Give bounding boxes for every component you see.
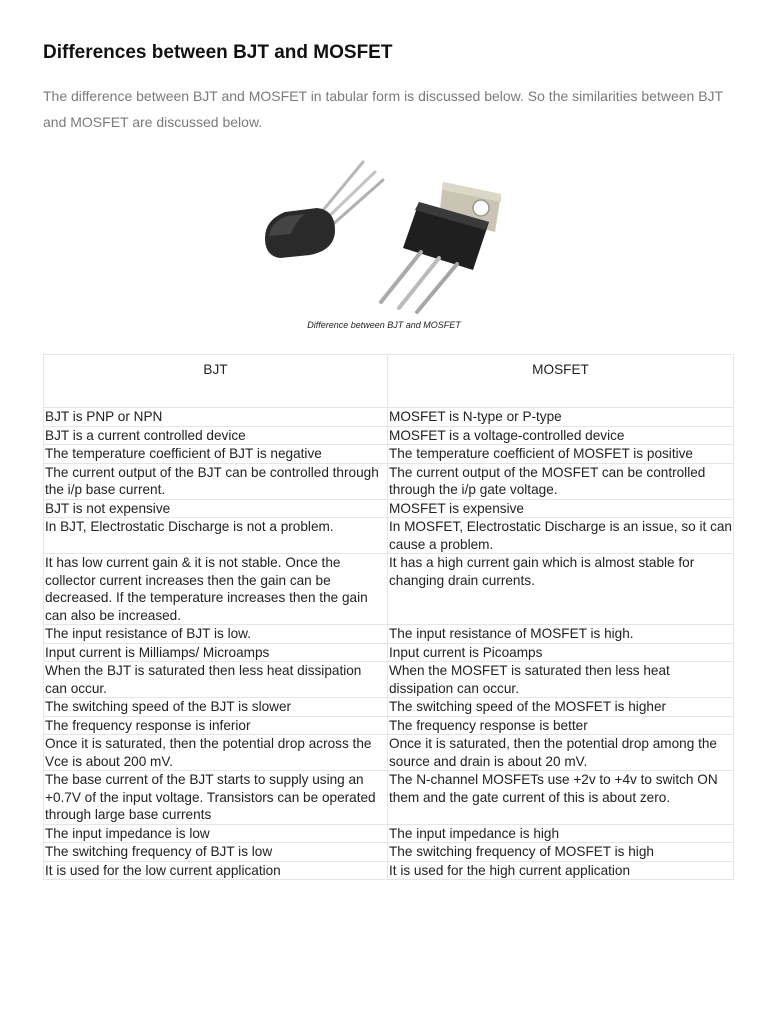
figure-caption: Difference between BJT and MOSFET — [307, 320, 461, 330]
table-row — [44, 499, 734, 518]
bjt-cell: The temperature coefficient of BJT is negative — [44, 445, 388, 464]
table-body — [44, 408, 734, 880]
bjt-cell: BJT is PNP or NPN — [44, 408, 388, 427]
mosfet-cell: Once it is saturated, then the potential drop among the source and drain is about 20 mV. — [388, 735, 734, 771]
bjt-cell: The input impedance is low — [44, 824, 388, 843]
table-row — [44, 554, 734, 625]
header-bjt: BJT — [44, 355, 388, 408]
table-row — [44, 518, 734, 554]
table-row — [44, 861, 734, 880]
table-row — [44, 463, 734, 499]
table-row — [44, 716, 734, 735]
bjt-cell: In BJT, Electrostatic Discharge is not a problem. — [44, 518, 388, 554]
table-row — [44, 698, 734, 717]
table-header-row — [44, 355, 734, 408]
bjt-cell: BJT is not expensive — [44, 499, 388, 518]
mosfet-cell: In MOSFET, Electrostatic Discharge is an issue, so it can cause a problem. — [389, 519, 732, 552]
bjt-cell: The frequency response is inferior — [44, 716, 388, 735]
bjt-cell: When the BJT is saturated then less heat dissipation can occur. — [44, 662, 388, 698]
mosfet-cell: It has a high current gain which is almost stable for changing drain currents. — [388, 554, 734, 625]
table-row — [44, 445, 734, 464]
mosfet-cell: MOSFET is expensive — [388, 499, 734, 518]
table-row — [44, 735, 734, 771]
table-row — [44, 824, 734, 843]
mosfet-cell: MOSFET is N-type or P-type — [388, 408, 734, 427]
comparison-table — [43, 354, 734, 880]
mosfet-cell: The switching speed of the MOSFET is higher — [388, 698, 734, 717]
table-row — [44, 643, 734, 662]
table-row — [44, 408, 734, 427]
mosfet-cell: It is used for the high current application — [388, 861, 734, 880]
bjt-cell: The input resistance of BJT is low. — [44, 625, 388, 644]
bjt-cell: BJT is a current controlled device — [44, 426, 388, 445]
bjt-cell: The switching speed of the BJT is slower — [44, 698, 388, 717]
table-row — [44, 426, 734, 445]
mosfet-cell: The current output of the MOSFET can be controlled through the i/p gate voltage. — [388, 463, 734, 499]
page-title: Differences between BJT and MOSFET — [43, 42, 393, 63]
table-row — [44, 662, 734, 698]
mosfet-cell: Input current is Picoamps — [388, 643, 734, 662]
mosfet-cell: The N-channel MOSFETs use +2v to +4v to switch ON them and the gate current of this is about zero. — [388, 771, 734, 825]
bjt-cell: The switching frequency of BJT is low — [44, 843, 388, 862]
bjt-cell: Once it is saturated, then the potential drop across the Vce is about 200 mV. — [44, 735, 388, 771]
mosfet-cell: The input resistance of MOSFET is high. — [388, 625, 734, 644]
bjt-transistor-image — [265, 162, 383, 258]
table-row — [44, 843, 734, 862]
bjt-cell: The base current of the BJT starts to supply using an +0.7V of the input voltage. Transistors can be operated through large base currents — [44, 771, 388, 825]
mosfet-cell: The frequency response is better — [388, 716, 734, 735]
intro-paragraph: The difference between BJT and MOSFET in tabular form is discussed below. So the similarities between BJT and MOSFET are discussed below. — [43, 88, 723, 130]
mosfet-cell: The temperature coefficient of MOSFET is positive — [388, 445, 734, 464]
header-mosfet: MOSFET — [388, 355, 734, 408]
mosfet-cell: The switching frequency of MOSFET is high — [388, 843, 734, 862]
transistor-photo — [255, 150, 513, 315]
mosfet-cell: The input impedance is high — [388, 824, 734, 843]
bjt-cell: The current output of the BJT can be controlled through the i/p base current. — [44, 463, 388, 499]
mosfet-cell: MOSFET is a voltage-controlled device — [388, 426, 734, 445]
bjt-cell: Input current is Milliamps/ Microamps — [44, 643, 388, 662]
bjt-cell: It has low current gain & it is not stable. Once the collector current increases then the gain can be decreased. If the temperature increases then the gain can also be increased. — [44, 554, 388, 625]
mosfet-transistor-image — [381, 182, 501, 312]
table-row — [44, 771, 734, 825]
table-row — [44, 625, 734, 644]
mosfet-cell: When the MOSFET is saturated then less heat dissipation can occur. — [388, 662, 734, 698]
bjt-cell: It is used for the low current application — [44, 861, 388, 880]
